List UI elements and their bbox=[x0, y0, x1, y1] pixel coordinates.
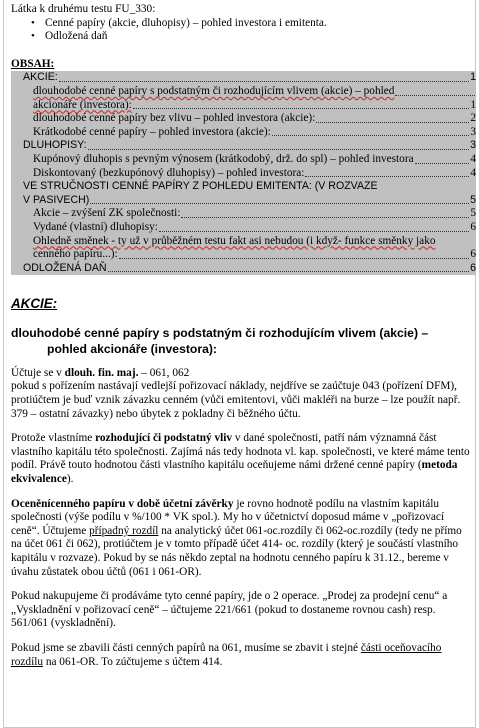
document-content bbox=[11, 3, 476, 669]
toc-entry[interactable]: dlouhodobé cenné papíry bez vlivu – pohled investora (akcie): 2 bbox=[33, 112, 476, 125]
toc-entry[interactable]: Kupónový dluhopis s pevným výnosem (krátkodobý, drž. do spl) – pohled investora 4 bbox=[33, 152, 476, 165]
intro-bullet-item: • Odložená daň bbox=[11, 30, 473, 44]
intro-heading: Látka k druhému testu FU_330: bbox=[11, 3, 156, 15]
table-of-contents bbox=[11, 71, 476, 275]
subsection-heading-line: pohled akcionáře (investora): bbox=[47, 341, 217, 356]
bold-text: rozhodující či podstatný vliv bbox=[95, 432, 233, 445]
section-heading: AKCIE: bbox=[11, 296, 58, 312]
toc-entry[interactable]: VE STRUČNOSTI CENNÉ PAPÍRY Z POHLEDU EMITENTA: (V ROZVAZE V PASIVECH) 5 bbox=[23, 180, 476, 206]
toc-entry[interactable]: Krátkodobé cenné papíry – pohled investora (akcie): 3 bbox=[33, 125, 476, 138]
bold-text: Oceněnícenného papíru v době účetní závěrky bbox=[11, 497, 234, 510]
underlined-text: části oceňovacího rozdílu bbox=[11, 641, 442, 668]
toc-entry[interactable]: Akcie – zvýšení ZK společnosti: 5 bbox=[33, 207, 476, 220]
intro-bullet-list bbox=[11, 17, 473, 44]
subsection-heading bbox=[11, 325, 473, 357]
bold-text: dlouh. fin. maj. bbox=[64, 366, 139, 379]
toc-entry[interactable]: Ohledně směnek - ty už v průběžném testu fakt asi nebudou (i když- funkce směnky jako cenného papíru...): 6 bbox=[33, 234, 476, 261]
toc-entry[interactable]: AKCIE: 1 bbox=[23, 71, 476, 84]
paragraph: Pokud nakupujeme či prodáváme tyto cenné papíry, jde o 2 operace. „Prodej za prodejní cenu“ a „Vyskladnění v pořizovací ceně“ – účtujeme 221/661 (pokud to dostaneme rovnou cash) resp. 561/061 (vyskladnění). bbox=[11, 590, 448, 630]
toc-title: OBSAH: bbox=[11, 57, 55, 70]
intro-bullet-item: • Cenné papíry (akcie, dluhopisy) – pohled investora i emitenta. bbox=[11, 17, 473, 31]
paragraph: Protože vlastníme rozhodující či podstatný vliv v dané společnosti, patří nám významná část vlastního kapitálu této společnosti. Zajímá nás tedy hodnota vl. kap. společnosti, ve které máme tento podíl. Právě touto hodnotou části vlastního kapitálu oceňujeme námi držené cenné papíry (metoda ekvivalence). bbox=[11, 432, 470, 486]
underlined-text: případný rozdíl bbox=[89, 524, 159, 537]
toc-entry[interactable]: Diskontovaný (bezkupónový dluhopisy) – pohled investora: 4 bbox=[33, 166, 476, 179]
toc-entry[interactable]: DLUHOPISY: 3 bbox=[23, 139, 476, 152]
subsection-heading-line: dlouhodobé cenné papíry s podstatným či rozhodujícím vlivem (akcie) – bbox=[11, 325, 429, 340]
toc-entry[interactable]: ODLOŽENÁ DAŇ 6 bbox=[23, 261, 476, 274]
document-page bbox=[3, 0, 476, 728]
toc-entry[interactable]: Vydané (vlastní) dluhopisy: 6 bbox=[33, 220, 476, 233]
paragraph: Účtuje se v dlouh. fin. maj. – 061, 062 pokud s pořízením nastávají vedlejší pořizovací náklady, nejdříve se zaúčtuje 043 (pořízení DFM), protiúčtem je buď vznik závazku cenném (vůči emitentovi, vůči makléři na burze – lze použít např. 379 – ostatní závazky) nebo úbytek z pokladny či běžného účtu. bbox=[11, 366, 461, 420]
toc-entry[interactable]: dlouhodobé cenné papíry s podstatným či rozhodujícím vlivem (akcie) – pohled akcionáře (investora): 1 bbox=[33, 84, 476, 111]
bold-text: metoda ekvivalence bbox=[11, 459, 458, 486]
paragraph: Oceněnícenného papíru v době účetní závěrky je rovno hodnotě podílu na vlastním kapitálu společnosti (výše podílu v %/100 * VK spol.). My ho v účetnictví doposud máme v „pořizovací ceně“. Účtujeme případný rozdíl na analytický účet 061-oc.rozdíly či 062-oc.rozdíly (tedy ne přímo na účet 061 či 062), protiúčtem je v tomto případě účet 414- oc. rozdíly (který je součástí vlastního kapitálu v rozvaze). Pokud by se nás někdo zeptal na hodnotu cenného papíru k 31.12., bereme v úvahu zůstatek obou účtů (061 i 061-OR). bbox=[11, 497, 462, 578]
paragraph: Pokud jsme se zbavili části cenných papírů na 061, musíme se zbavit i stejné části oceňovacího rozdílu na 061-OR. To zúčtujeme s účtem 414. bbox=[11, 641, 442, 668]
